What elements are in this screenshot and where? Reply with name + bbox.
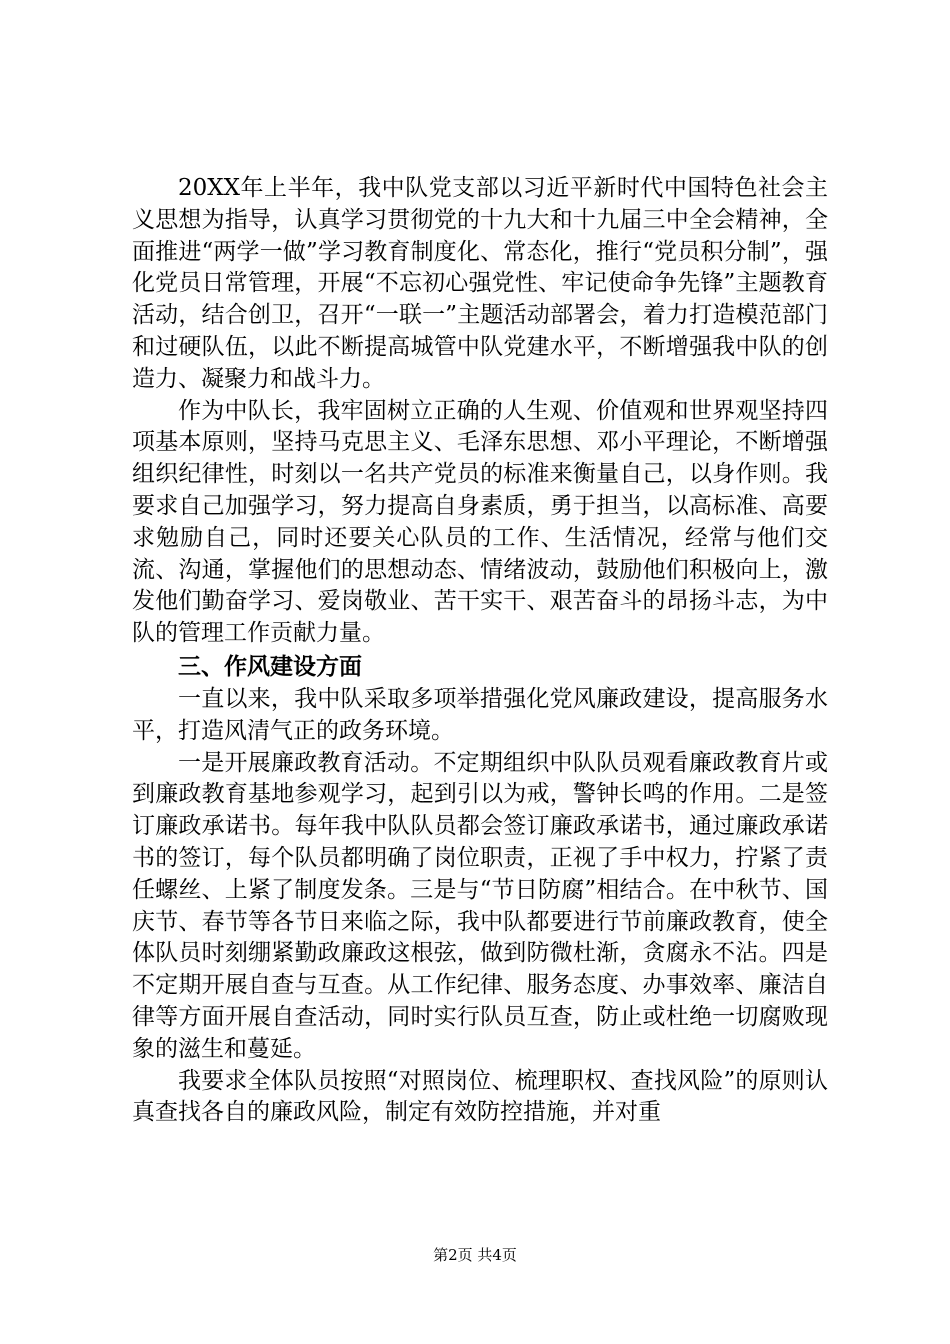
page-footer: 第2页 共4页 (433, 1246, 517, 1264)
paragraph-measures: 一是开展廉政教育活动。不定期组织中队队员观看廉政教育片或到廉政教育基地参观学习，起到引以为戒，警钟长鸣的作用。二是签订廉政承诺书。每年我中队队员都会签订廉政承诺书，通过廉政承诺书的签订，每个队员都明确了岗位职责，正视了手中权力，拧紧了责任螺丝、上紧了制度发条。三是与“节日防腐”相结合。在中秋节、国庆节、春节等各节日来临之际，我中队都要进行节前廉政教育，使全体队员时刻绷紧勤政廉政这根弦，做到防微杜渐，贪腐永不沾。四是不定期开展自查与互查。从工作纪律、服务态度、办事效率、廉洁自律等方面开展自查活动，同时实行队员互查，防止或杜绝一切腐败现象的滋生和蔓延。 (132, 749, 828, 1062)
document-body (132, 173, 828, 1129)
paragraph-squad-leader: 作为中队长，我牢固树立正确的人生观、价值观和世界观坚持四项基本原则，坚持马克思主义、毛泽东思想、邓小平理论，不断增强组织纪律性，时刻以一名共产党员的标准来衡量自己，以身作则。我要求自己加强学习，努力提高自身素质，勇于担当，以高标准、高要求勉励自己，同时还要关心队员的工作、生活情况，经常与他们交流、沟通，掌握他们的思想动态、情绪波动，鼓励他们积极向上，激发他们勤奋学习、爱岗敬业、苦干实干、艰苦奋斗的昂扬斗志，为中队的管理工作贡献力量。 (132, 397, 828, 647)
paragraph-risk-check: 我要求全体队员按照“对照岗位、梳理职权、查找风险”的原则认真查找各自的廉政风险，制定有效防控措施，并对重 (132, 1067, 828, 1126)
paragraph-intro: 一直以来，我中队采取多项举措强化党风廉政建设，提高服务水平，打造风清气正的政务环境。 (132, 685, 828, 744)
section-heading: 三、作风建设方面 (178, 653, 362, 680)
paragraph-party-building: 20XX年上半年，我中队党支部以习近平新时代中国特色社会主义思想为指导，认真学习贯彻党的十九大和十九届三中全会精神，全面推进“两学一做”学习教育制度化、常态化，推行“党员积分制”，强化党员日常管理，开展“不忘初心强党性、牢记使命争先锋”主题教育活动，结合创卫，召开“一联一”主题活动部署会，着力打造模范部门和过硬队伍，以此不断提高城管中队党建水平，不断增强我中队的创造力、凝聚力和战斗力。 (132, 175, 828, 392)
